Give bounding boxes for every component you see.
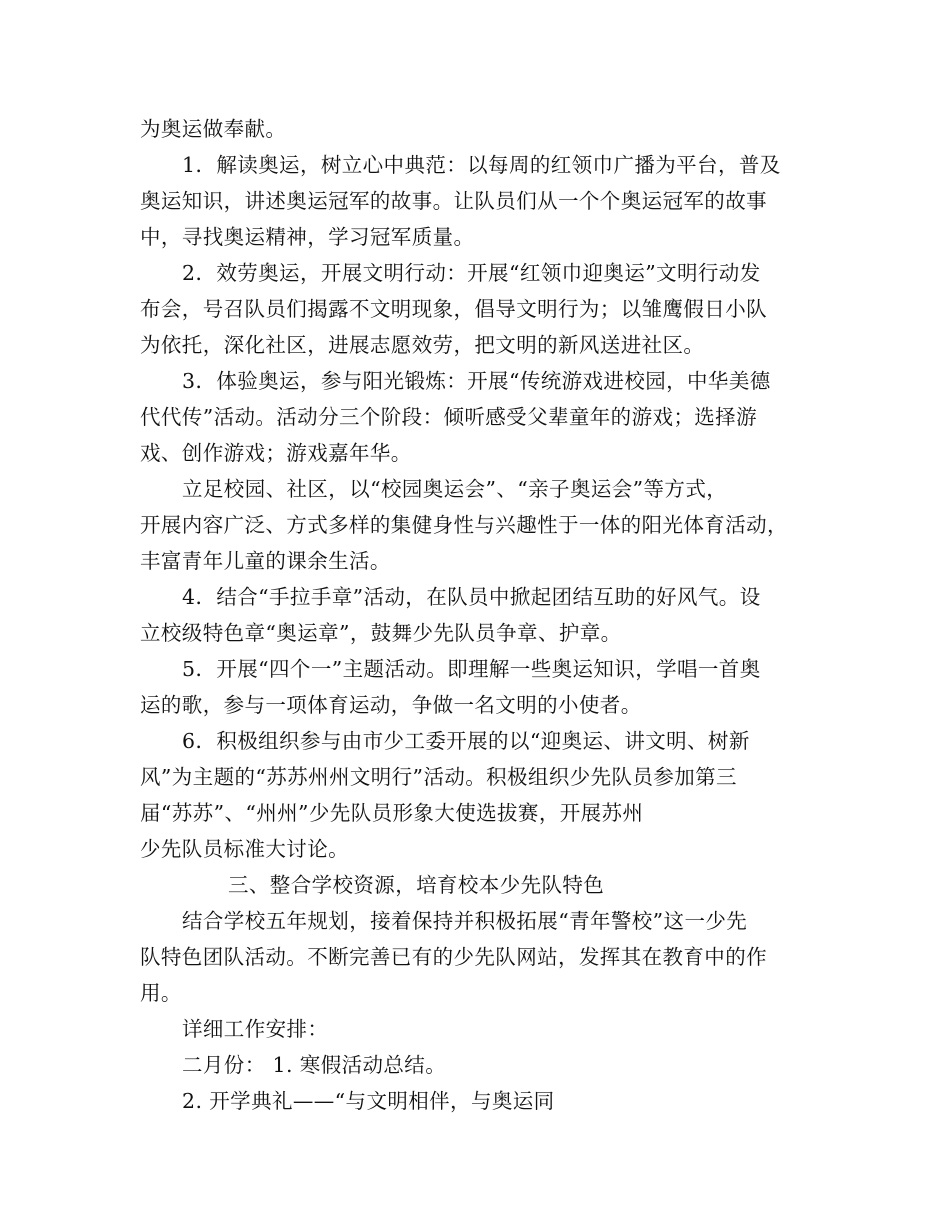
text-line: 丰富青年儿童的课余生活。 (140, 549, 391, 573)
text-line: 少先队员标准大讨论。 (140, 837, 349, 861)
text-line: 3．体验奥运，参与阳光锻炼：开展“传统游戏进校园，中华美德 (182, 369, 771, 393)
text-line: 5．开展“四个一”主题活动。即理解一些奥运知识，学唱一首奥 (182, 657, 761, 681)
text-line: 届“苏苏”、“州州”少先队员形象大使选拔赛，开展苏州 (140, 801, 644, 825)
text-line: 结合学校五年规划，接着保持并积极拓展“青年警校”这一少先 (182, 909, 748, 933)
text-line: 中，寻找奥运精神，学习冠军质量。 (140, 225, 475, 249)
text-line: 队特色团队活动。不断完善已有的少先队网站，发挥其在教育中的作 (140, 945, 767, 969)
text-line: 用。 (140, 981, 182, 1005)
text-line: 代代传”活动。活动分三个阶段：倾听感受父辈童年的游戏；选择游 (140, 405, 757, 429)
text-line: 为奥运做奉献。 (140, 117, 287, 141)
section-heading: 三、整合学校资源，培育校本少先队特色 (228, 873, 605, 897)
text-line: 戏、创作游戏；游戏嘉年华。 (140, 441, 412, 465)
text-line: 奥运知识，讲述奥运冠军的故事。让队员们从一个个奥运冠军的故事 (140, 189, 767, 213)
text-line: 立足校园、社区，以“校园奥运会”、“亲子奥运会”等方式， (182, 477, 728, 501)
text-line: 开展内容广泛、方式多样的集健身性与兴趣性于一体的阳光体育活动， (140, 513, 788, 537)
text-line: 布会，号召队员们揭露不文明现象，倡导文明行为；以雏鹰假日小队 (140, 297, 767, 321)
text-line: 为依托，深化社区，进展志愿效劳，把文明的新风送进社区。 (140, 333, 705, 357)
text-line: 6．积极组织参与由市少工委开展的以“迎奥运、讲文明、树新 (182, 729, 750, 753)
text-line: 1．解读奥运，树立心中典范：以每周的红领巾广播为平台，普及 (182, 153, 781, 177)
text-line: 2. 开学典礼——“与文明相伴，与奥运同 (182, 1089, 555, 1113)
text-line: 立校级特色章“奥运章”，鼓舞少先队员争章、护章。 (140, 621, 622, 645)
text-line: 二月份： 1. 寒假活动总结。 (182, 1053, 447, 1077)
text-line: 风”为主题的“苏苏州州文明行”活动。积极组织少先队员参加第三 (140, 765, 737, 789)
text-line: 2．效劳奥运，开展文明行动：开展“红领巾迎奥运”文明行动发 (182, 261, 761, 285)
text-line: 4．结合“手拉手章”活动，在队员中掀起团结互助的好风气。设 (182, 585, 761, 609)
text-line: 详细工作安排： (182, 1017, 329, 1041)
text-line: 运的歌，参与一项体育运动，争做一名文明的小使者。 (140, 693, 642, 717)
